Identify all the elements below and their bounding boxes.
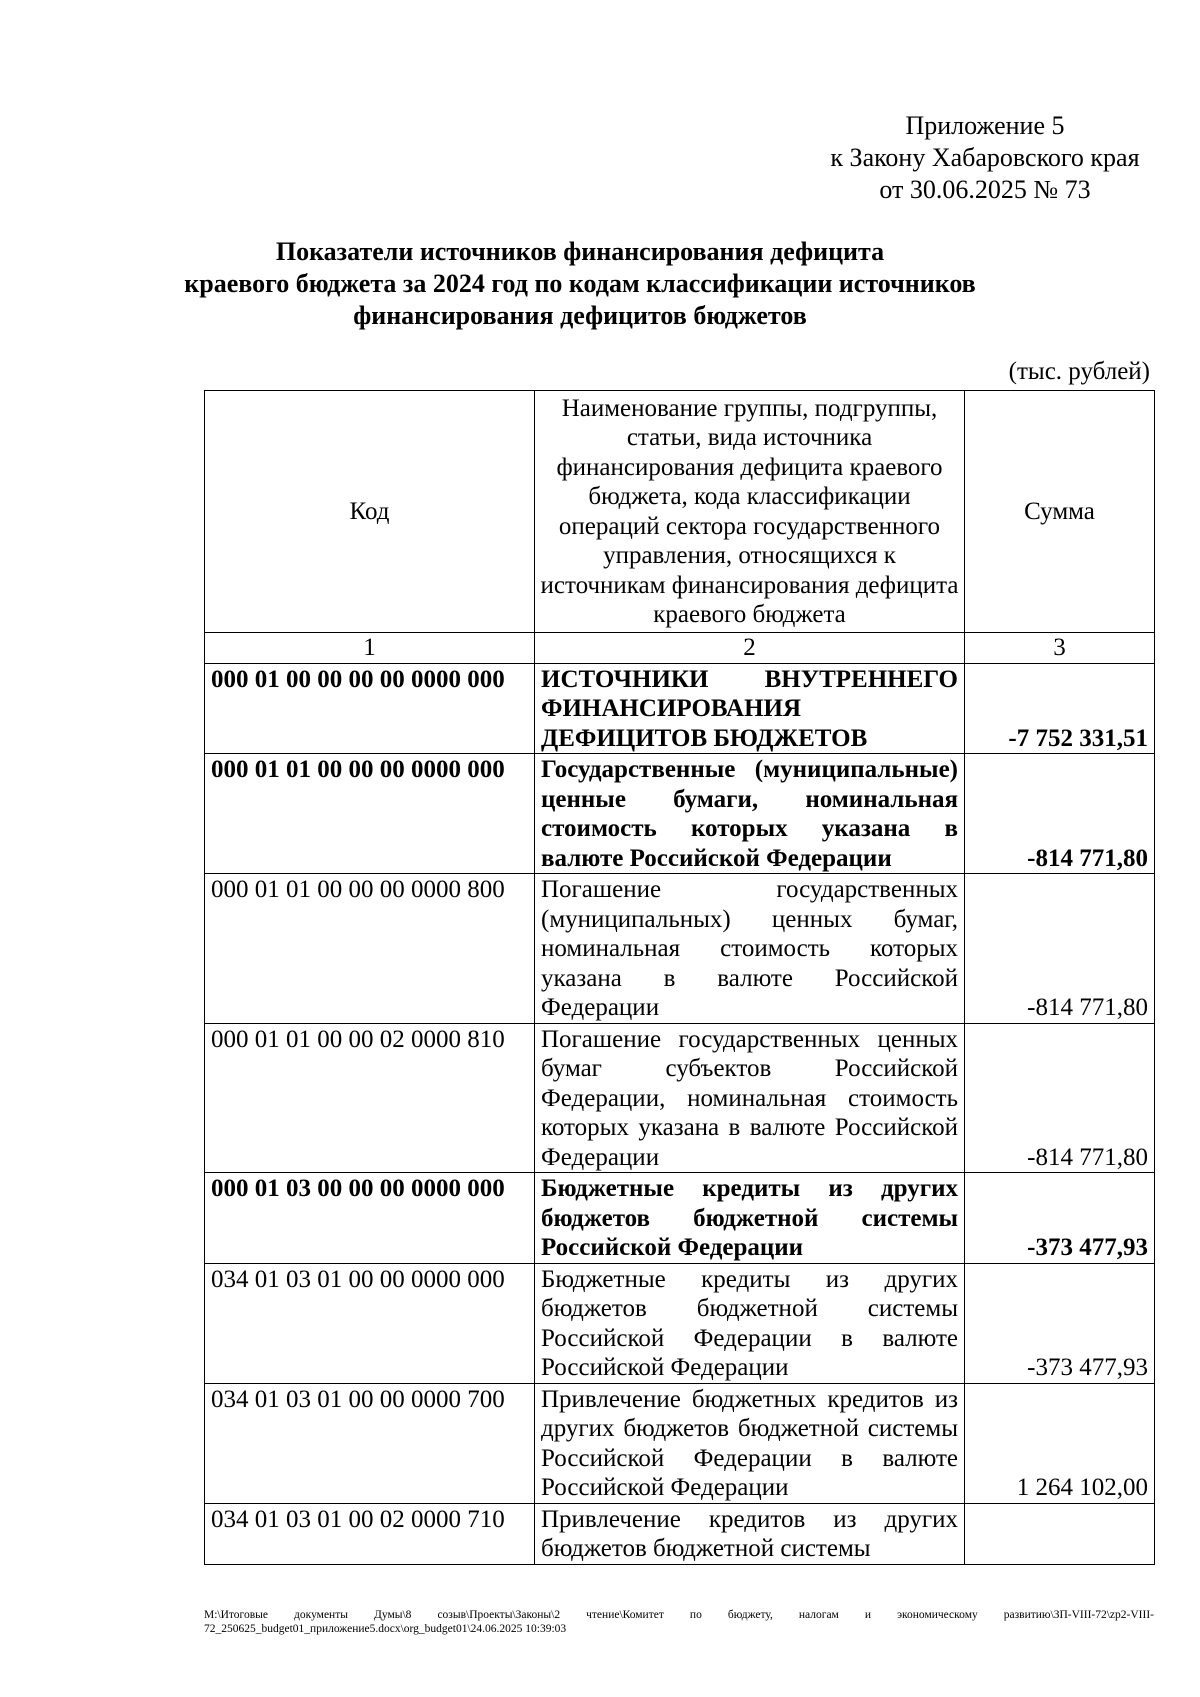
file-path-footer: M:\Итоговые документы Думы\8 созыв\Проекты\Законы\2 чтение\Комитет по бюджету, налогам и экономическому развитию\ЗП-VIII-72\zp2-VIII-72_250625_budget01_приложение5.docx\org_budget01\24.06.2025 10:39:03 [204, 1609, 1154, 1635]
column-number: 2 [535, 633, 965, 664]
row-code: 000 01 01 00 00 02 0000 810 [205, 1023, 535, 1173]
header-sum: Сумма [965, 391, 1155, 633]
row-sum: -814 771,80 [965, 1023, 1155, 1173]
row-sum [965, 1503, 1155, 1564]
row-code: 000 01 01 00 00 00 0000 000 [205, 754, 535, 874]
appendix-reference [820, 110, 1150, 206]
row-sum: -814 771,80 [965, 754, 1155, 874]
table-row [205, 1383, 1155, 1503]
table-row [205, 754, 1155, 874]
row-name: Государственные (муниципальные) ценные бумаги, номинальная стоимость которых указана в валюте Российской Федерации [535, 754, 965, 874]
appendix-date: от 30.06.2025 № 73 [879, 175, 1091, 204]
row-code: 034 01 03 01 00 00 0000 700 [205, 1383, 535, 1503]
column-numbers-row [205, 633, 1155, 664]
row-name: Привлечение кредитов из других бюджетов бюджетной системы [535, 1503, 965, 1564]
column-number: 3 [965, 633, 1155, 664]
table-row [205, 874, 1155, 1024]
row-sum: -373 477,93 [965, 1173, 1155, 1264]
title-line-1: Показатели источников финансирования дефицита [275, 237, 885, 266]
row-sum: -7 752 331,51 [965, 663, 1155, 754]
row-code: 000 01 01 00 00 00 0000 800 [205, 874, 535, 1024]
table-row [205, 1173, 1155, 1264]
table-row [205, 1023, 1155, 1173]
document-title [100, 236, 1060, 332]
column-number: 1 [205, 633, 535, 664]
title-line-2: краевого бюджета за 2024 год по кодам классификации источников [184, 269, 976, 298]
appendix-number: Приложение 5 [905, 111, 1065, 140]
row-code: 034 01 03 01 00 02 0000 710 [205, 1503, 535, 1564]
row-name: Привлечение бюджетных кредитов из других бюджетов бюджетной системы Российской Федерации в валюте Российской Федерации [535, 1383, 965, 1503]
table-header-row [205, 391, 1155, 633]
title-line-3: финансирования дефицитов бюджетов [353, 301, 807, 330]
row-sum: 1 264 102,00 [965, 1383, 1155, 1503]
table-body [205, 663, 1155, 1564]
row-name: Погашение государственных (муниципальных) ценных бумаг, номинальная стоимость которых указана в валюте Российской Федерации [535, 874, 965, 1024]
appendix-law: к Закону Хабаровского края [830, 143, 1140, 172]
header-name: Наименование группы, подгруппы, статьи, вида источника финансирования дефицита краевого бюджета, кода классификации операций сектора государственного управления, относящихся к источникам финансирования дефицита краевого бюджета [535, 391, 965, 633]
row-code: 000 01 03 00 00 00 0000 000 [205, 1173, 535, 1264]
table-row [205, 1503, 1155, 1564]
row-sum: -373 477,93 [965, 1263, 1155, 1383]
units-label: (тыс. рублей) [1008, 358, 1150, 385]
row-sum: -814 771,80 [965, 874, 1155, 1024]
row-name: Бюджетные кредиты из других бюджетов бюджетной системы Российской Федерации в валюте Российской Федерации [535, 1263, 965, 1383]
header-code: Код [205, 391, 535, 633]
row-name: Погашение государственных ценных бумаг субъектов Российской Федерации, номинальная стоимость которых указана в валюте Российской Федерации [535, 1023, 965, 1173]
row-code: 034 01 03 01 00 00 0000 000 [205, 1263, 535, 1383]
row-name: Бюджетные кредиты из других бюджетов бюджетной системы Российской Федерации [535, 1173, 965, 1264]
sources-table [204, 390, 1155, 1565]
table-row [205, 1263, 1155, 1383]
row-name: ИСТОЧНИКИ ВНУТРЕННЕГО ФИНАНСИРОВАНИЯ ДЕФИЦИТОВ БЮДЖЕТОВ [535, 663, 965, 754]
table-row [205, 663, 1155, 754]
row-code: 000 01 00 00 00 00 0000 000 [205, 663, 535, 754]
